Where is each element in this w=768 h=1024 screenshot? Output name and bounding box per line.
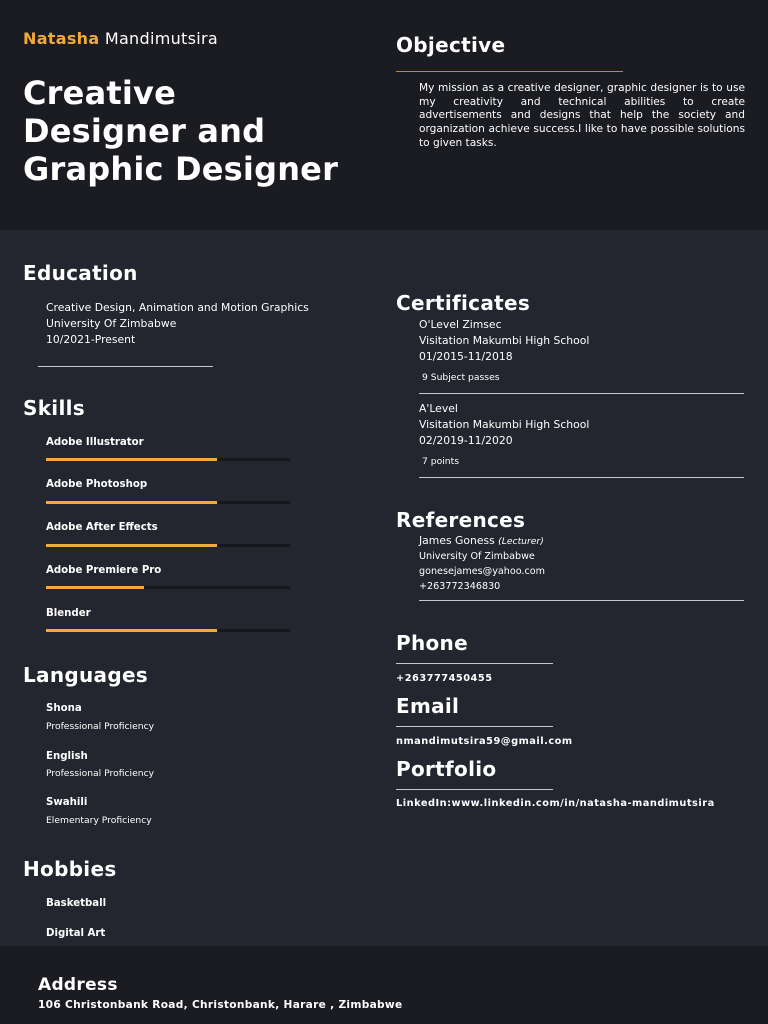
- language-level: Professional Proficiency: [46, 768, 155, 779]
- language-name: English: [46, 751, 88, 762]
- phone-value: +263777450455: [396, 673, 493, 684]
- skill-bar-fill: [46, 501, 217, 504]
- language-name: Swahili: [46, 797, 88, 808]
- language-level: Elementary Proficiency: [46, 815, 152, 826]
- phone-heading: Phone: [396, 631, 468, 655]
- skill-bar-track: [46, 458, 290, 461]
- references-divider: [419, 600, 744, 601]
- education-course: Creative Design, Animation and Motion Graphics: [46, 301, 309, 314]
- portfolio-heading: Portfolio: [396, 757, 497, 781]
- reference-institution: University Of Zimbabwe: [419, 551, 535, 562]
- language-level: Professional Proficiency: [46, 721, 155, 732]
- skill-name: Adobe Photoshop: [46, 479, 148, 490]
- first-name: Natasha: [23, 29, 100, 48]
- hobby-item: Basketball: [46, 898, 107, 909]
- certificate-title: A'Level: [419, 402, 458, 415]
- skill-bar-track: [46, 544, 290, 547]
- skill-name: Blender: [46, 608, 91, 619]
- certificate-school: Visitation Makumbi High School: [419, 418, 590, 431]
- skill-name: Adobe After Effects: [46, 522, 158, 533]
- education-institution: University Of Zimbabwe: [46, 317, 177, 330]
- phone-divider: [396, 663, 553, 664]
- education-heading: Education: [23, 261, 138, 285]
- certificate-note: 7 points: [422, 456, 459, 467]
- certificate-period: 01/2015-11/2018: [419, 350, 513, 363]
- certificate-note: 9 Subject passes: [422, 372, 500, 383]
- education-period: 10/2021-Present: [46, 333, 136, 346]
- certificate-title: O'Level Zimsec: [419, 318, 502, 331]
- hobby-item: Digital Art: [46, 928, 106, 939]
- candidate-name: [23, 29, 218, 48]
- objective-heading: Objective: [396, 33, 506, 57]
- portfolio-link[interactable]: LinkedIn:www.linkedin.com/in/natasha-mandimutsira: [396, 798, 715, 809]
- skill-bar-track: [46, 586, 290, 589]
- reference-name: James Goness: [419, 534, 495, 547]
- certificate-divider: [419, 393, 744, 394]
- hobbies-heading: Hobbies: [23, 857, 117, 881]
- job-title: Creative Designer and Graphic Designer: [23, 74, 339, 188]
- reference-role: (Lecturer): [498, 536, 544, 547]
- objective-divider: [396, 71, 623, 72]
- skill-bar-fill: [46, 458, 217, 461]
- references-heading: References: [396, 508, 526, 532]
- language-name: Shona: [46, 703, 82, 714]
- skill-name: Adobe Premiere Pro: [46, 565, 162, 576]
- skill-bar-track: [46, 629, 290, 632]
- reference-email: gonesejames@yahoo.com: [419, 566, 545, 577]
- skill-bar-fill: [46, 629, 217, 632]
- last-name: Mandimutsira: [104, 29, 218, 48]
- certificate-school: Visitation Makumbi High School: [419, 334, 590, 347]
- languages-heading: Languages: [23, 663, 149, 687]
- email-heading: Email: [396, 694, 460, 718]
- email-divider: [396, 726, 553, 727]
- skill-bar-fill: [46, 544, 217, 547]
- address-heading: Address: [38, 975, 118, 995]
- objective-text: My mission as a creative designer, graphic designer is to use my creativity and technical abilities to create advertisements and designs that help the society and organization achieve success.I like to have possible solutions to given tasks.: [419, 82, 745, 149]
- skill-bar-track: [46, 501, 290, 504]
- certificate-period: 02/2019-11/2020: [419, 434, 513, 447]
- education-divider: [38, 366, 213, 367]
- email-value: nmandimutsira59@gmail.com: [396, 736, 573, 747]
- certificate-divider: [419, 477, 744, 478]
- skill-name: Adobe Illustrator: [46, 437, 144, 448]
- skill-bar-fill: [46, 586, 144, 589]
- skills-heading: Skills: [23, 396, 85, 420]
- address-value: 106 Christonbank Road, Christonbank, Harare , Zimbabwe: [38, 999, 403, 1011]
- reference-phone: +263772346830: [419, 581, 501, 592]
- portfolio-divider: [396, 789, 553, 790]
- certificates-heading: Certificates: [396, 291, 531, 315]
- reference-name-line: [419, 534, 544, 547]
